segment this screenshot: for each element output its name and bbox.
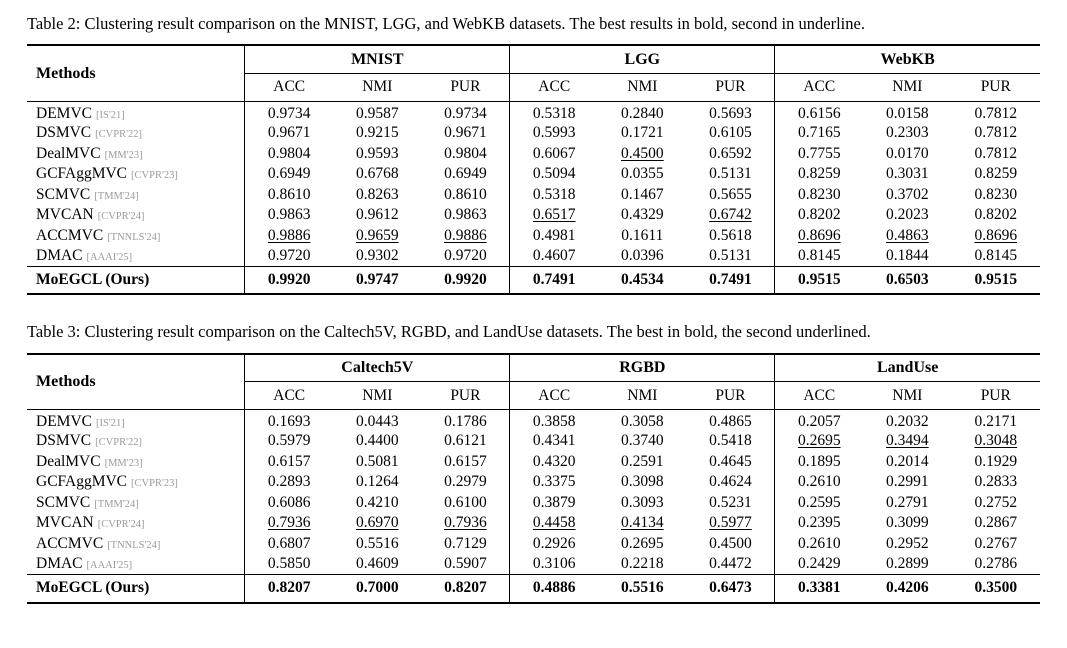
- value-cell: 0.5231: [709, 493, 752, 511]
- method-cell: [27, 123, 245, 144]
- value-cell: 0.6768: [355, 165, 399, 183]
- metric-header-nmi: NMI: [863, 382, 951, 410]
- value-cell: 0.6517: [510, 205, 598, 226]
- method-cell: [27, 452, 245, 473]
- metric-header-pur: PUR: [952, 73, 1040, 101]
- value-cell: 0.4458: [510, 513, 598, 534]
- table-3-results-table: [27, 353, 1040, 604]
- value-cell: 0.9920: [421, 266, 509, 294]
- value-cell: 0.8696: [775, 225, 863, 246]
- value-cell: 0.3048: [974, 432, 1018, 450]
- method-cell: [27, 534, 245, 555]
- method-cell: [27, 246, 245, 267]
- method-cell: [27, 410, 245, 432]
- method-cell: [27, 225, 245, 246]
- method-name: SCMVC: [36, 185, 91, 203]
- value-cell: 0.3494: [886, 432, 929, 450]
- method-citation: [TMM'24]: [94, 498, 139, 510]
- method-citation: [TNNLS'24]: [107, 539, 161, 551]
- value-cell: 0.5979: [245, 431, 333, 452]
- value-cell: 0.1786: [444, 413, 487, 431]
- table-row: [27, 123, 1040, 144]
- dataset-header-rgbd: RGBD: [510, 354, 775, 382]
- value-cell: 0.9587: [355, 104, 399, 122]
- value-cell: 0.5618: [709, 226, 752, 244]
- table-3-section: [27, 321, 1040, 603]
- value-cell: 0.8259: [974, 165, 1018, 183]
- value-cell: 0.9920: [245, 266, 333, 294]
- value-cell: 0.6592: [709, 144, 752, 162]
- value-cell: 0.6473: [687, 575, 775, 603]
- value-cell: 0.2840: [621, 104, 664, 122]
- table-row: [27, 164, 1040, 185]
- header-row-datasets: [27, 45, 1040, 73]
- value-cell: 0.5131: [709, 165, 752, 183]
- metric-header-nmi: NMI: [333, 382, 421, 410]
- value-cell: 0.0170: [886, 144, 929, 162]
- value-cell: 0.5655: [709, 185, 752, 203]
- value-cell: 0.1264: [355, 473, 399, 491]
- value-cell: 0.2395: [775, 513, 863, 534]
- value-cell: 0.8207: [245, 575, 333, 603]
- value-cell: 0.8202: [974, 206, 1018, 224]
- value-cell: 0.4472: [709, 555, 752, 573]
- metric-header-acc: ACC: [775, 73, 863, 101]
- method-cell: [27, 266, 245, 294]
- value-cell: 0.5318: [510, 184, 598, 205]
- table-row: [27, 513, 1040, 534]
- metric-header-acc: ACC: [775, 382, 863, 410]
- value-cell: 0.9215: [355, 124, 399, 142]
- value-cell: 0.2695: [775, 431, 863, 452]
- value-cell: 0.9302: [355, 246, 399, 264]
- value-cell: 0.6970: [355, 514, 399, 532]
- value-cell: 0.2057: [775, 410, 863, 432]
- value-cell: 0.5850: [245, 554, 333, 575]
- value-cell: 0.7812: [974, 104, 1018, 122]
- methods-header: Methods: [27, 354, 245, 410]
- method-cell: [27, 575, 245, 603]
- method-name: DMAC: [36, 246, 83, 264]
- value-cell: 0.3740: [621, 432, 664, 450]
- metric-header-acc: ACC: [245, 73, 333, 101]
- value-cell: 0.4341: [510, 431, 598, 452]
- value-cell: 0.4981: [510, 225, 598, 246]
- table-2-section: [27, 13, 1040, 295]
- table-row: [27, 472, 1040, 493]
- table-row: [27, 184, 1040, 205]
- method-name: DMAC: [36, 555, 83, 573]
- value-cell: 0.7129: [444, 534, 487, 552]
- method-citation: [IS'21]: [95, 418, 125, 430]
- dataset-header-caltech5v: Caltech5V: [245, 354, 510, 382]
- table-row: [27, 493, 1040, 514]
- method-cell: [27, 184, 245, 205]
- value-cell: 0.3375: [510, 472, 598, 493]
- method-name: DealMVC: [36, 144, 101, 162]
- value-cell: 0.7812: [974, 124, 1018, 142]
- value-cell: 0.2791: [886, 493, 929, 511]
- value-cell: 0.6157: [245, 452, 333, 473]
- value-cell: 0.1844: [886, 246, 929, 264]
- value-cell: 0.6067: [510, 143, 598, 164]
- value-cell: 0.9863: [245, 205, 333, 226]
- method-cell: [27, 164, 245, 185]
- value-cell: 0.3058: [621, 413, 664, 431]
- method-name: DealMVC: [36, 452, 101, 470]
- value-cell: 0.0158: [886, 104, 929, 122]
- method-name: ACCMVC: [36, 226, 104, 244]
- value-cell: 0.2595: [775, 493, 863, 514]
- table-row: [27, 534, 1040, 555]
- value-cell: 0.2023: [886, 206, 929, 224]
- value-cell: 0.9671: [444, 124, 487, 142]
- value-cell: 0.2014: [886, 452, 929, 470]
- value-cell: 0.2952: [886, 534, 929, 552]
- value-cell: 0.4624: [709, 473, 752, 491]
- table-header: [27, 45, 1040, 101]
- dataset-header-landuse: LandUse: [775, 354, 1040, 382]
- dataset-header-lgg: LGG: [510, 45, 775, 73]
- value-cell: 0.8263: [355, 185, 399, 203]
- metric-header-pur: PUR: [687, 73, 775, 101]
- metric-header-nmi: NMI: [598, 382, 686, 410]
- value-cell: 0.4607: [510, 246, 598, 267]
- table-row: [27, 205, 1040, 226]
- metric-header-acc: ACC: [510, 382, 598, 410]
- value-cell: 0.7812: [974, 144, 1018, 162]
- method-name: ACCMVC: [36, 534, 104, 552]
- value-cell: 0.0355: [621, 165, 664, 183]
- dataset-header-mnist: MNIST: [245, 45, 510, 73]
- method-citation: [AAAI'25]: [86, 560, 133, 572]
- value-cell: 0.4500: [621, 144, 664, 162]
- value-cell: 0.3381: [775, 575, 863, 603]
- value-cell: 0.9804: [444, 144, 487, 162]
- method-name: DSMVC: [36, 124, 92, 142]
- value-cell: 0.3106: [510, 554, 598, 575]
- value-cell: 0.2695: [621, 534, 664, 552]
- value-cell: 0.3500: [952, 575, 1040, 603]
- value-cell: 0.1611: [621, 226, 664, 244]
- value-cell: 0.2591: [621, 452, 664, 470]
- ours-row: [27, 266, 1040, 294]
- value-cell: 0.3858: [510, 410, 598, 432]
- method-citation: [CVPR'23]: [131, 170, 178, 182]
- value-cell: 0.2867: [974, 514, 1018, 532]
- value-cell: 0.6105: [709, 124, 752, 142]
- value-cell: 0.5693: [709, 104, 752, 122]
- ours-row: [27, 575, 1040, 603]
- value-cell: 0.5516: [598, 575, 686, 603]
- table-body: [27, 101, 1040, 294]
- method-name: MVCAN: [36, 206, 94, 224]
- metric-header-pur: PUR: [952, 382, 1040, 410]
- value-cell: 0.2833: [974, 473, 1018, 491]
- table-row: [27, 431, 1040, 452]
- value-cell: 0.4210: [355, 493, 399, 511]
- value-cell: 0.8202: [775, 205, 863, 226]
- metric-header-acc: ACC: [510, 73, 598, 101]
- value-cell: 0.6121: [444, 432, 487, 450]
- value-cell: 0.8145: [974, 246, 1018, 264]
- value-cell: 0.5094: [510, 164, 598, 185]
- method-citation: [CVPR'23]: [131, 478, 178, 490]
- value-cell: 0.7491: [510, 266, 598, 294]
- value-cell: 0.2752: [974, 493, 1018, 511]
- method-name: GCFAggMVC: [36, 165, 128, 183]
- value-cell: 0.7491: [687, 266, 775, 294]
- value-cell: 0.2979: [444, 473, 487, 491]
- value-cell: 0.9671: [245, 123, 333, 144]
- value-cell: 0.6503: [863, 266, 951, 294]
- table-3-caption: Table 3: Clustering result comparison on the Caltech5V, RGBD, and LandUse datasets. The best in bold, the second underlined.: [27, 322, 871, 342]
- table-header: [27, 354, 1040, 410]
- value-cell: 0.9886: [444, 226, 487, 244]
- method-cell: [27, 143, 245, 164]
- value-cell: 0.6157: [444, 452, 487, 470]
- value-cell: 0.4500: [709, 534, 752, 552]
- value-cell: 0.2786: [974, 555, 1018, 573]
- table-row: [27, 101, 1040, 123]
- value-cell: 0.3093: [621, 493, 664, 511]
- value-cell: 0.9720: [245, 246, 333, 267]
- method-citation: [TMM'24]: [94, 190, 139, 202]
- value-cell: 0.3702: [886, 185, 929, 203]
- method-cell: [27, 205, 245, 226]
- value-cell: 0.2303: [886, 124, 929, 142]
- method-name: SCMVC: [36, 493, 91, 511]
- value-cell: 0.5418: [709, 432, 752, 450]
- value-cell: 0.4329: [621, 206, 664, 224]
- table-row: [27, 225, 1040, 246]
- value-cell: 0.6949: [245, 164, 333, 185]
- method-citation: [TNNLS'24]: [107, 231, 161, 243]
- value-cell: 0.3099: [886, 514, 929, 532]
- value-cell: 0.9747: [333, 266, 421, 294]
- value-cell: 0.9593: [355, 144, 399, 162]
- value-cell: 0.5516: [355, 534, 399, 552]
- value-cell: 0.4645: [709, 452, 752, 470]
- method-citation: [IS'21]: [95, 109, 125, 121]
- method-citation: [CVPR'22]: [95, 129, 142, 141]
- value-cell: 0.1721: [621, 124, 664, 142]
- value-cell: 0.5977: [709, 514, 752, 532]
- value-cell: 0.7936: [444, 514, 487, 532]
- value-cell: 0.5318: [510, 101, 598, 123]
- value-cell: 0.4320: [510, 452, 598, 473]
- value-cell: 0.2991: [886, 473, 929, 491]
- value-cell: 0.0396: [621, 246, 664, 264]
- value-cell: 0.2429: [775, 554, 863, 575]
- metric-header-acc: ACC: [245, 382, 333, 410]
- method-cell: [27, 513, 245, 534]
- value-cell: 0.4863: [886, 226, 929, 244]
- value-cell: 0.2610: [775, 472, 863, 493]
- value-cell: 0.1895: [775, 452, 863, 473]
- method-cell: [27, 101, 245, 123]
- value-cell: 0.4886: [510, 575, 598, 603]
- value-cell: 0.8230: [775, 184, 863, 205]
- value-cell: 0.4206: [863, 575, 951, 603]
- table-2-caption: Table 2: Clustering result comparison on the MNIST, LGG, and WebKB datasets. The best results in bold, second in underline.: [27, 14, 865, 33]
- value-cell: 0.9720: [444, 246, 487, 264]
- method-citation: [MM'23]: [104, 457, 143, 469]
- value-cell: 0.2893: [245, 472, 333, 493]
- value-cell: 0.2032: [886, 413, 929, 431]
- value-cell: 0.0443: [355, 413, 399, 431]
- value-cell: 0.1929: [974, 452, 1018, 470]
- table-2-results-table: [27, 44, 1040, 295]
- method-cell: [27, 493, 245, 514]
- value-cell: 0.6742: [709, 206, 752, 224]
- dataset-header-webkb: WebKB: [775, 45, 1040, 73]
- value-cell: 0.5081: [355, 452, 399, 470]
- table-row: [27, 410, 1040, 432]
- value-cell: 0.7936: [245, 513, 333, 534]
- metric-header-nmi: NMI: [598, 73, 686, 101]
- metric-header-nmi: NMI: [333, 73, 421, 101]
- value-cell: 0.9734: [245, 101, 333, 123]
- value-cell: 0.3098: [621, 473, 664, 491]
- method-citation: [CVPR'24]: [97, 211, 145, 223]
- method-name: DSMVC: [36, 432, 92, 450]
- method-name: GCFAggMVC: [36, 473, 128, 491]
- metric-header-nmi: NMI: [863, 73, 951, 101]
- value-cell: 0.7755: [775, 143, 863, 164]
- value-cell: 0.2899: [886, 555, 929, 573]
- header-row-datasets: [27, 354, 1040, 382]
- value-cell: 0.9515: [775, 266, 863, 294]
- value-cell: 0.7165: [775, 123, 863, 144]
- value-cell: 0.8610: [245, 184, 333, 205]
- method-citation: [AAAI'25]: [86, 251, 133, 263]
- table-row: [27, 452, 1040, 473]
- value-cell: 0.6949: [444, 165, 487, 183]
- value-cell: 0.8696: [974, 226, 1018, 244]
- table-row: [27, 143, 1040, 164]
- method-cell: [27, 554, 245, 575]
- value-cell: 0.4609: [355, 555, 399, 573]
- value-cell: 0.2767: [974, 534, 1018, 552]
- value-cell: 0.3031: [886, 165, 929, 183]
- table-body: [27, 410, 1040, 603]
- value-cell: 0.8610: [444, 185, 487, 203]
- value-cell: 0.1693: [245, 410, 333, 432]
- value-cell: 0.6807: [245, 534, 333, 555]
- value-cell: 0.1467: [621, 185, 664, 203]
- value-cell: 0.3879: [510, 493, 598, 514]
- value-cell: 0.9734: [444, 104, 487, 122]
- value-cell: 0.5131: [709, 246, 752, 264]
- method-cell: [27, 472, 245, 493]
- method-name: DEMVC: [36, 413, 92, 431]
- value-cell: 0.5907: [444, 555, 487, 573]
- value-cell: 0.2171: [974, 413, 1018, 431]
- method-citation: [CVPR'24]: [97, 519, 145, 531]
- value-cell: 0.4865: [709, 413, 752, 431]
- table-row: [27, 554, 1040, 575]
- value-cell: 0.8207: [421, 575, 509, 603]
- value-cell: 0.7000: [333, 575, 421, 603]
- method-name: MoEGCL (Ours): [36, 579, 150, 597]
- methods-header: Methods: [27, 45, 245, 101]
- value-cell: 0.2218: [621, 555, 664, 573]
- value-cell: 0.4534: [598, 266, 686, 294]
- value-cell: 0.9612: [355, 206, 399, 224]
- value-cell: 0.8259: [775, 164, 863, 185]
- value-cell: 0.9863: [444, 206, 487, 224]
- value-cell: 0.9659: [355, 226, 399, 244]
- value-cell: 0.6086: [245, 493, 333, 514]
- value-cell: 0.4134: [621, 514, 664, 532]
- value-cell: 0.6100: [444, 493, 487, 511]
- method-name: DEMVC: [36, 104, 92, 122]
- metric-header-pur: PUR: [421, 382, 509, 410]
- value-cell: 0.8230: [974, 185, 1018, 203]
- metric-header-pur: PUR: [421, 73, 509, 101]
- method-name: MVCAN: [36, 514, 94, 532]
- value-cell: 0.8145: [775, 246, 863, 267]
- method-citation: [MM'23]: [104, 149, 143, 161]
- value-cell: 0.4400: [355, 432, 399, 450]
- method-citation: [CVPR'22]: [95, 437, 142, 449]
- value-cell: 0.6156: [775, 101, 863, 123]
- method-cell: [27, 431, 245, 452]
- value-cell: 0.2610: [775, 534, 863, 555]
- value-cell: 0.9515: [952, 266, 1040, 294]
- value-cell: 0.5993: [510, 123, 598, 144]
- method-name: MoEGCL (Ours): [36, 271, 150, 289]
- value-cell: 0.9804: [245, 143, 333, 164]
- table-row: [27, 246, 1040, 267]
- value-cell: 0.2926: [510, 534, 598, 555]
- value-cell: 0.9886: [245, 225, 333, 246]
- metric-header-pur: PUR: [687, 382, 775, 410]
